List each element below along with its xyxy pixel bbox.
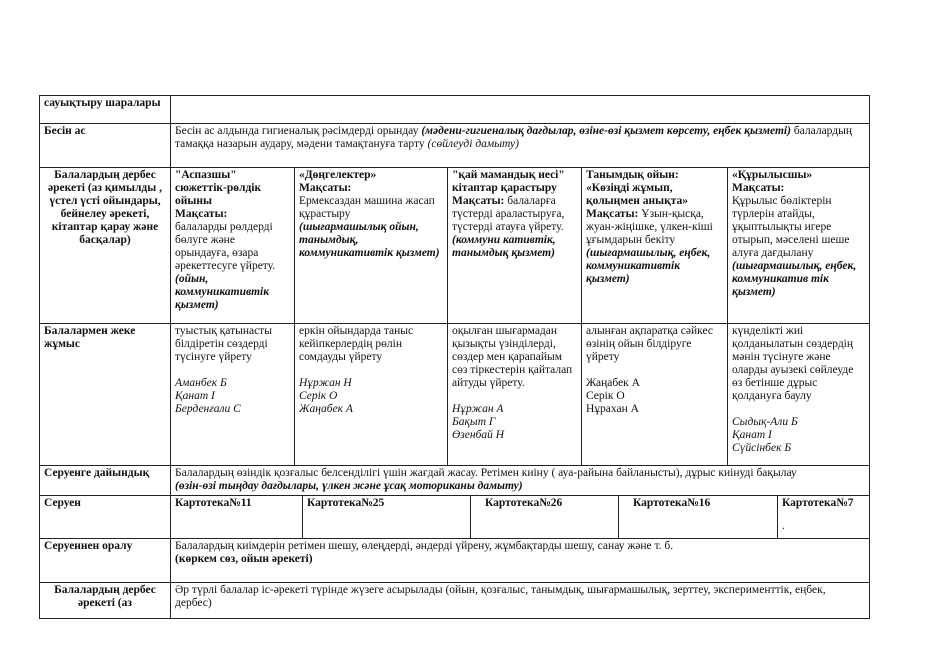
row-walk-content <box>171 496 870 539</box>
child-name: Нұржан А <box>452 403 504 415</box>
individual-cell-3 <box>448 324 582 466</box>
activity-aim-text: Ермексаздан машина жасап құрастыру <box>299 195 435 220</box>
activity-cell-1 <box>171 168 295 324</box>
activity-title: «Дөңгелектер» <box>299 169 377 181</box>
row-walk-label: Серуен <box>40 496 171 539</box>
activity-title: Танымдық ойын: «Көзіңді жұмып, қолыңмен анықта» <box>586 169 688 207</box>
row-independent-activity <box>40 168 870 324</box>
row-snack-content <box>171 124 870 168</box>
walk-card-3: Картотека№26 <box>471 496 619 538</box>
individual-text: алынған ақпаратқа сәйкес өзінің ойын білдіруге үйрету <box>586 325 713 363</box>
row-individual-work <box>40 324 870 466</box>
child-name: Нұржан Н <box>299 377 352 389</box>
individual-text: күнделікті жиі қолданылатын сөздердің мәнін түсінуге және оларды ауызекі сөйлеуде өз бетінше дұрыс қолдануға баулу <box>732 325 854 402</box>
row-walk-prep-content <box>171 466 870 496</box>
individual-text: туыстық қатынасты білдіретін сөздерді түсінуге үйрету <box>175 325 272 363</box>
child-name: Серік О <box>586 390 625 402</box>
activity-title: "Аспазшы" сюжеттік-рөлдік ойыны <box>175 169 262 207</box>
activity-note: (ойын, коммуникативтік қызмет) <box>175 273 270 311</box>
child-name: Нұрахан А <box>586 403 639 415</box>
walk-card-5-dot: . <box>782 520 785 532</box>
snack-text-a: Бесін ас алдында гигиеналық рәсімдерді орындау <box>175 125 422 137</box>
row-afternoon-snack <box>40 124 870 168</box>
walk-card-5 <box>778 496 869 538</box>
child-name: Сыдық-Али Б <box>732 416 798 428</box>
row-return-label: Серуеннен оралу <box>40 539 171 583</box>
activity-aim-label: Мақсаты: <box>732 182 785 194</box>
individual-text: еркін ойындарда таныс кейіпкерлердің рөлін сомдауды үйрету <box>299 325 414 363</box>
row-walk-prep-label: Серуенге дайындық <box>40 466 171 496</box>
row-individual-label: Балалармен жеке жұмыс <box>40 324 171 466</box>
row-walk <box>40 496 870 539</box>
walk-card-1: Картотека№11 <box>171 496 303 538</box>
activity-title: «Құрылысшы» <box>732 169 813 181</box>
activity-title: "қай мамандық иесі" кітаптар қарастыру <box>452 169 565 194</box>
child-name: Бақыт Г <box>452 416 496 428</box>
row-independent-2 <box>40 583 870 619</box>
row-independent-2-label: Балалардың дербес әрекеті (аз <box>40 583 171 619</box>
row-snack-label: Бесін ас <box>40 124 171 168</box>
child-name: Берденғали С <box>175 403 241 415</box>
individual-cell-2 <box>295 324 448 466</box>
child-name: Серік О <box>299 390 338 402</box>
child-name: Жаңабек А <box>586 377 640 389</box>
snack-text-b: (мәдени-гигиеналық дағдылар, өзіне-өзі қызмет көрсету, еңбек қызметі) <box>421 125 791 137</box>
individual-cell-4 <box>582 324 728 466</box>
walk-prep-note: (өзін-өзі тыңдау дағдылары, үлкен және ұсақ моториканы дамыту) <box>175 480 523 492</box>
row-health-label: сауықтыру шаралары <box>40 96 171 124</box>
row-independent-2-content <box>171 583 870 619</box>
individual-cell-5 <box>728 324 870 466</box>
walk-card-5-label: Картотека№7 <box>782 497 854 509</box>
child-name: Қанат І <box>175 390 215 402</box>
activity-aim-label: Мақсаты: <box>452 195 505 207</box>
activity-note: (коммуни кативтік, танымдық қызмет) <box>452 234 556 259</box>
individual-text: оқылған шығармадан қызықты үзінділерді, сөздер мен қарапайым сөз тіркестерін қайталап айтуды үйрету. <box>452 325 573 389</box>
return-note: (көркем сөз, ойын әрекеті) <box>175 553 313 565</box>
row-return-content <box>171 539 870 583</box>
independent-2-text: Әр түрлі балалар іс-әрекеті түрінде жүзеге асырылады (ойын, қозғалыс, танымдық, шығармашылық, зерттеу, эксперименттік, еңбек, дербес) <box>175 584 826 609</box>
activity-aim-text: Ұзын-қысқа, жуан-жіңішке, үлкен-кіші ұғымдарын бекіту <box>586 208 713 246</box>
child-name: Өзенбай Н <box>452 429 505 441</box>
walk-card-4: Картотека№16 <box>619 496 778 538</box>
walk-prep-text: Балалардың өзіндік қозғалыс белсенділігі үшін жағдай жасау. Ретімен киіну ( ауа-райына байланысты), дұрыс киінуді бақылау <box>175 467 797 479</box>
row-health <box>40 96 870 124</box>
child-name: Жаңабек А <box>299 403 353 415</box>
activity-cell-3 <box>448 168 582 324</box>
row-return-walk <box>40 539 870 583</box>
snack-text-c: балалардың тамаққа назарын аудару, мәдени тамақтануға тарту <box>175 125 853 150</box>
snack-text-d: (сөйлеуді дамыту) <box>427 138 519 150</box>
schedule-table <box>39 95 870 619</box>
row-independent-label: Балалардың дербес әрекеті (аз қимылды , үстел үсті ойындары, бейнелеу әрекеті, кітаптар қарау және басқалар) <box>40 168 171 324</box>
child-name: Сүйсінбек Б <box>732 442 792 454</box>
row-health-content <box>171 96 870 124</box>
activity-note: (шығармашылық, еңбек, коммуникативтік қызмет) <box>586 247 711 285</box>
activity-aim-label: Мақсаты: <box>586 208 639 220</box>
child-name: Аманбек Б <box>175 377 227 389</box>
activity-note: (шығармашылық ойын, танымдық, коммуникативтік қызмет) <box>299 221 440 259</box>
child-name: Қанат І <box>732 429 772 441</box>
activity-cell-2 <box>295 168 448 324</box>
individual-cell-1 <box>171 324 295 466</box>
row-walk-prep <box>40 466 870 496</box>
activity-aim-label: Мақсаты: <box>175 208 228 220</box>
activity-aim-label: Мақсаты: <box>299 182 352 194</box>
walk-card-2: Картотека№25 <box>303 496 471 538</box>
activity-aim-text: балаларды рөлдерді бөлуге және орындауға, өзара әрекеттесуге үйрету. <box>175 221 276 272</box>
activity-cell-4 <box>582 168 728 324</box>
return-text: Балалардың киімдерін ретімен шешу, өлеңдерді, әндерді үйрену, жұмбақтарды шешу, санау және т. б. <box>175 540 674 552</box>
activity-aim-text: балаларға түстерді араластыруға, түстерді атауға үйрету. <box>452 195 565 233</box>
activity-cell-5 <box>728 168 870 324</box>
activity-note: (шығармашылық, еңбек, коммуникатив тік қызмет) <box>732 260 857 298</box>
activity-aim-text: Құрылыс бөліктерін түрлерін атайды, ұқыптылықты игере отырып, мәселені шеше алуға дағдылану <box>732 195 850 259</box>
